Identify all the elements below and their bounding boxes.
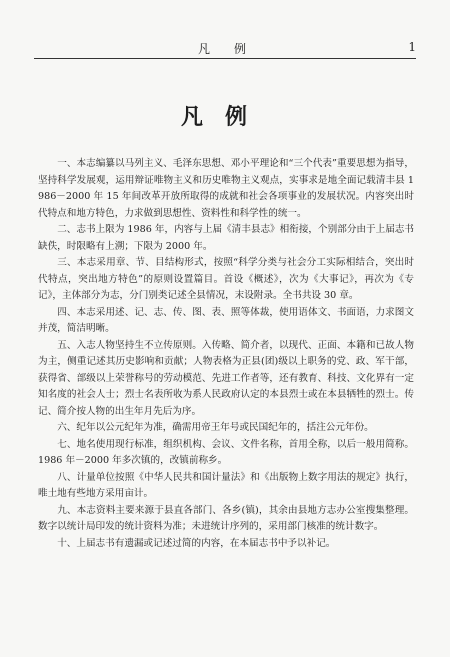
paragraph-10: 十、上届志书有遗漏或记述过简的内容，在本届志书中予以补记。 bbox=[57, 537, 336, 549]
running-header bbox=[34, 40, 416, 59]
paragraph-1: 一、本志编纂以马列主义、毛泽东思想、邓小平理论和“三个代表”重要思想为指导，坚持科学发展观，运用辩证唯物主义和历史唯物主义观点，实事求是地全面记载清丰县 1986－2000 年 15 年间改革开放所取得的成就和社会各项事业的发展状况。内容突出时代特点和地方特色，力求做到思想性、资料性和科学性的统一。 bbox=[38, 158, 414, 219]
paragraph-4: 四、本志采用述、记、志、传、图、表、照等体裁，使用语体文、书面语，力求图文并茂，简洁明晰。 bbox=[38, 306, 414, 334]
paragraph-6: 六、纪年以公元纪年为准，确需用帝王年号或民国纪年的，括注公元年份。 bbox=[57, 422, 374, 433]
paragraph-2: 二、志书上限为 1986 年，内容与上届《清丰县志》相衔接，个别部分由于上届志书缺佚，时限略有上溯；下限为 2000 年。 bbox=[38, 224, 414, 252]
paragraph-9: 九、本志资料主要来源于县直各部门、各乡(镇)，其余由县地方志办公室搜集整理。数字以统计局印发的统计资料为准；未进统计序列的，采用部门核准的统计数字。 bbox=[38, 504, 414, 532]
paragraph-7: 七、地名使用现行标准，组织机构、会议、文件名称，首用全称，以后一般用简称。1986 年－2000 年多次镇的，改镇前称乡。 bbox=[38, 438, 414, 466]
page-title: 凡例 bbox=[180, 105, 269, 130]
page-number: 1 bbox=[408, 40, 416, 54]
paragraph-3: 三、本志采用章、节、目结构形式，按照“科学分类与社会分工实际相结合，突出时代特点，突出地方特色”的原则设置篇目。首设《概述》，次为《大事记》，再次为《专记》，主体部分为志，分门别类记述全县情况，末设附录。全书共设 30 章。 bbox=[38, 257, 414, 301]
body-text bbox=[38, 156, 414, 552]
running-header-title: 凡 例 bbox=[197, 42, 252, 56]
paragraph-8: 八、计量单位按照《中华人民共和国计量法》和《出版物上数字用法的规定》执行，唯土地有些地方采用亩计。 bbox=[38, 471, 414, 499]
paragraph-5: 五、入志人物坚持生不立传原则。入传略、简介者，以现代、正面、本籍和已故人物为主，侧重记述其历史影响和贡献；人物表格为正县(团)级以上职务的党、政、军干部，获得省、部级以上荣誉称号的劳动模范、先进工作者等，还有教育、科技、文化界有一定知名度的社会人士；烈士名表所收为系人民政府认定的本县烈士或在本县牺牲的烈士。传记、简介按人物的出生年月先后为序。 bbox=[38, 339, 414, 417]
